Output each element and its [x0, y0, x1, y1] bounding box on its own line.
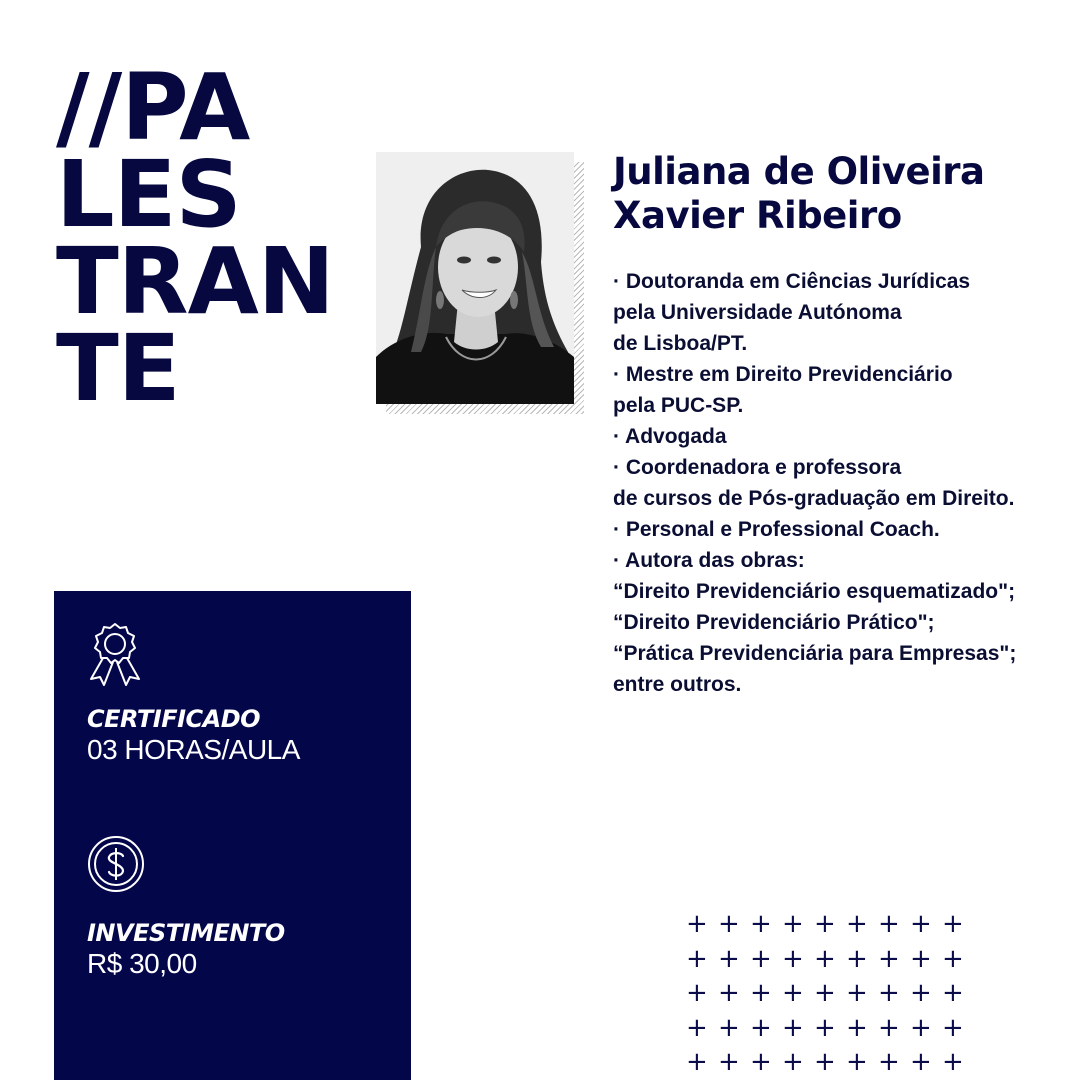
plus-icon: + — [686, 909, 708, 939]
plus-icon: + — [686, 978, 708, 1008]
plus-icon: + — [910, 1047, 932, 1077]
bio-line: “Prática Previdenciária para Empresas"; — [613, 642, 1017, 665]
plus-icon: + — [942, 1012, 964, 1043]
plus-icon: + — [782, 1012, 804, 1043]
speaker-portrait-icon — [376, 152, 574, 404]
plus-icon: + — [718, 1012, 740, 1043]
plus-icon: + — [878, 909, 900, 939]
palestrante-heading — [56, 54, 334, 422]
plus-icon: + — [878, 1012, 900, 1043]
bio-line: · Personal e Professional Coach. — [613, 518, 940, 541]
investment-value: R$ 30,00 — [87, 948, 197, 979]
speaker-bio — [613, 266, 1063, 700]
event-info-panel — [54, 591, 411, 1080]
plus-icon: + — [782, 909, 804, 939]
speaker-name-line: Xavier Ribeiro — [613, 194, 902, 237]
plus-icon: + — [782, 1047, 804, 1077]
plus-icon: + — [814, 978, 836, 1008]
plus-icon: + — [718, 943, 740, 974]
plus-icon: + — [878, 1047, 900, 1077]
heading-line: TRAN — [56, 228, 334, 335]
plus-icon: + — [718, 1047, 740, 1077]
award-ribbon-icon — [86, 621, 144, 689]
speaker-name-line: Juliana de Oliveira — [613, 150, 985, 193]
certificate-value: 03 HORAS/AULA — [87, 734, 300, 765]
bio-line: “Direito Previdenciário Prático"; — [613, 611, 935, 634]
heading-line: LES — [56, 141, 241, 248]
heading-line: //PA — [56, 54, 250, 161]
plus-icon: + — [782, 943, 804, 974]
speaker-photo — [376, 152, 574, 404]
plus-icon: + — [814, 1047, 836, 1077]
plus-icon: + — [910, 1012, 932, 1043]
plus-icon: + — [846, 909, 868, 939]
plus-icon: + — [718, 909, 740, 939]
plus-icon: + — [878, 978, 900, 1008]
plus-icon: + — [750, 1047, 772, 1077]
bio-line: · Coordenadora e professora — [613, 456, 902, 479]
plus-icon: + — [750, 978, 772, 1008]
heading-line: TE — [56, 315, 180, 422]
speaker-photo-frame — [376, 152, 584, 414]
plus-icon: + — [942, 943, 964, 974]
plus-icon: + — [686, 1012, 708, 1043]
plus-icon: + — [750, 943, 772, 974]
plus-icon: + — [846, 978, 868, 1008]
bio-line: · Mestre em Direito Previdenciário — [613, 363, 953, 386]
plus-icon: + — [814, 943, 836, 974]
plus-icon: + — [910, 943, 932, 974]
dollar-coin-icon — [87, 835, 145, 893]
bio-line: “Direito Previdenciário esquematizado"; — [613, 580, 1016, 603]
plus-icon: + — [942, 909, 964, 939]
plus-icon: + — [942, 978, 964, 1008]
plus-icon: + — [782, 978, 804, 1008]
certificate-title: CERTIFICADO — [87, 705, 261, 733]
plus-icon: + — [814, 1012, 836, 1043]
plus-icon: + — [846, 1047, 868, 1077]
bio-line: entre outros. — [613, 673, 742, 696]
plus-icon: + — [910, 978, 932, 1008]
bio-line: · Doutoranda em Ciências Jurídicas — [613, 270, 971, 293]
plus-icon: + — [750, 1012, 772, 1043]
plus-icon: + — [942, 1047, 964, 1077]
plus-icon: + — [814, 909, 836, 939]
plus-icon: + — [910, 909, 932, 939]
plus-icon: + — [846, 943, 868, 974]
bio-line: pela Universidade Autónoma — [613, 301, 902, 324]
plus-icon: + — [878, 943, 900, 974]
plus-icon: + — [718, 978, 740, 1008]
bio-line: de cursos de Pós-graduação em Direito. — [613, 487, 1015, 510]
investment-title: INVESTIMENTO — [87, 919, 285, 947]
bio-line: · Autora das obras: — [613, 549, 805, 572]
bio-line: · Advogada — [613, 425, 727, 448]
bio-line: de Lisboa/PT. — [613, 332, 748, 355]
plus-icon: + — [686, 943, 708, 974]
speaker-name — [613, 150, 985, 238]
bio-line: pela PUC-SP. — [613, 394, 744, 417]
plus-icon: + — [686, 1047, 708, 1077]
plus-pattern-decoration — [686, 907, 974, 1080]
plus-icon: + — [846, 1012, 868, 1043]
plus-icon: + — [750, 909, 772, 939]
